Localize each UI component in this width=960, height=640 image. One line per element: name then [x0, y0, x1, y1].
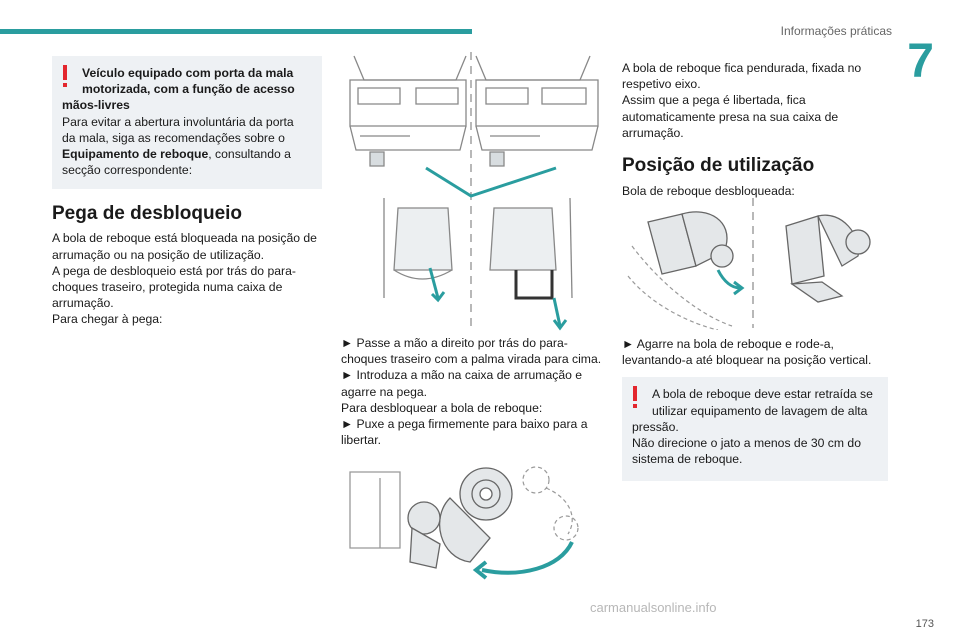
col1-line-5: arrumação.	[52, 296, 114, 311]
col2-line-3: ► Introduza a mão na caixa de arrumação e	[341, 368, 583, 383]
figure-towball-rotation	[340, 458, 602, 588]
header-accent-bar	[0, 29, 472, 34]
page-number: 173	[915, 618, 934, 630]
col1-line-3: A pega de desbloqueio está por trás do para-	[52, 263, 296, 278]
col2-line-2: choques traseiro com a palma virada para cima.	[341, 352, 602, 367]
section-title: Informações práticas	[780, 24, 892, 38]
col3-intro-1: A bola de reboque fica pendurada, fixada no	[622, 61, 862, 75]
col2-line-4: agarre na pega.	[341, 384, 428, 399]
warning-text-3	[62, 146, 312, 162]
warning2-line-3: pressão.	[632, 419, 679, 434]
warning-box-pressure-wash	[622, 377, 888, 481]
warning2-line-4: Não direcione o jato a menos de 30 cm do	[632, 436, 861, 451]
col3-sub: Bola de reboque desbloqueada:	[622, 184, 795, 199]
col3-intro-3: Assim que a pega é libertada, fica	[622, 93, 806, 108]
column-3-bottom	[622, 336, 888, 481]
warning-text-1: Para evitar a abertura involuntária da porta	[62, 114, 294, 129]
warning-title-3: mãos-livres	[62, 98, 130, 113]
warning-link-term: Equipamento de reboque	[62, 147, 209, 162]
warning-text-2: da mala, siga as recomendações sobre o	[62, 130, 285, 145]
warning2-line-5: sistema de reboque.	[632, 452, 743, 467]
exclamation-icon	[630, 385, 640, 409]
col3-intro-4: automaticamente presa na sua caixa de	[622, 109, 839, 124]
warning2-line-2: utilizar equipamento de lavagem de alta	[652, 403, 868, 418]
warning-text-3-rest: , consultando a	[208, 147, 291, 162]
col1-line-4: choques traseiro, protegida numa caixa de	[52, 280, 283, 295]
col2-line-6: ► Puxe a pega firmemente para baixo para a	[341, 417, 588, 432]
watermark: carmanualsonline.info	[590, 600, 717, 615]
warning2-line-1: A bola de reboque deve estar retraída se	[652, 387, 873, 402]
col3-intro-5: arrumação.	[622, 125, 684, 140]
col3-line-2: levantando-a até bloquear na posição vertical.	[622, 353, 872, 368]
column-3	[622, 60, 888, 199]
col2-line-7: libertar.	[341, 433, 381, 448]
exclamation-icon	[60, 64, 70, 88]
col2-line-5: Para desbloquear a bola de reboque:	[341, 400, 543, 415]
col3-line-1: ► Agarre na bola de reboque e rode-a,	[622, 337, 834, 351]
heading-release-handle: Pega de desbloqueio	[52, 203, 243, 225]
figure-towball-unlocked	[622, 196, 884, 330]
col2-line-1: ► Passe a mão a direito por trás do para-	[341, 336, 568, 350]
col1-line-2: arrumação ou na posição de utilização.	[52, 247, 265, 262]
col1-line-6: Para chegar à pega:	[52, 312, 163, 327]
figure-bumper-handle	[340, 48, 602, 333]
column-1	[52, 56, 322, 328]
col3-intro-2: respetivo eixo.	[622, 77, 701, 92]
col1-line-1: A bola de reboque está bloqueada na posição de	[52, 231, 317, 246]
column-2	[341, 335, 606, 448]
warning-title-2: motorizada, com a função de acesso	[82, 82, 295, 97]
warning-box-tailgate	[52, 56, 322, 189]
heading-use-position: Posição de utilização	[622, 155, 815, 177]
chapter-number: 7	[907, 35, 934, 88]
warning-title-1: Veículo equipado com porta da mala	[82, 66, 294, 80]
warning-text-4: secção correspondente:	[62, 163, 193, 178]
